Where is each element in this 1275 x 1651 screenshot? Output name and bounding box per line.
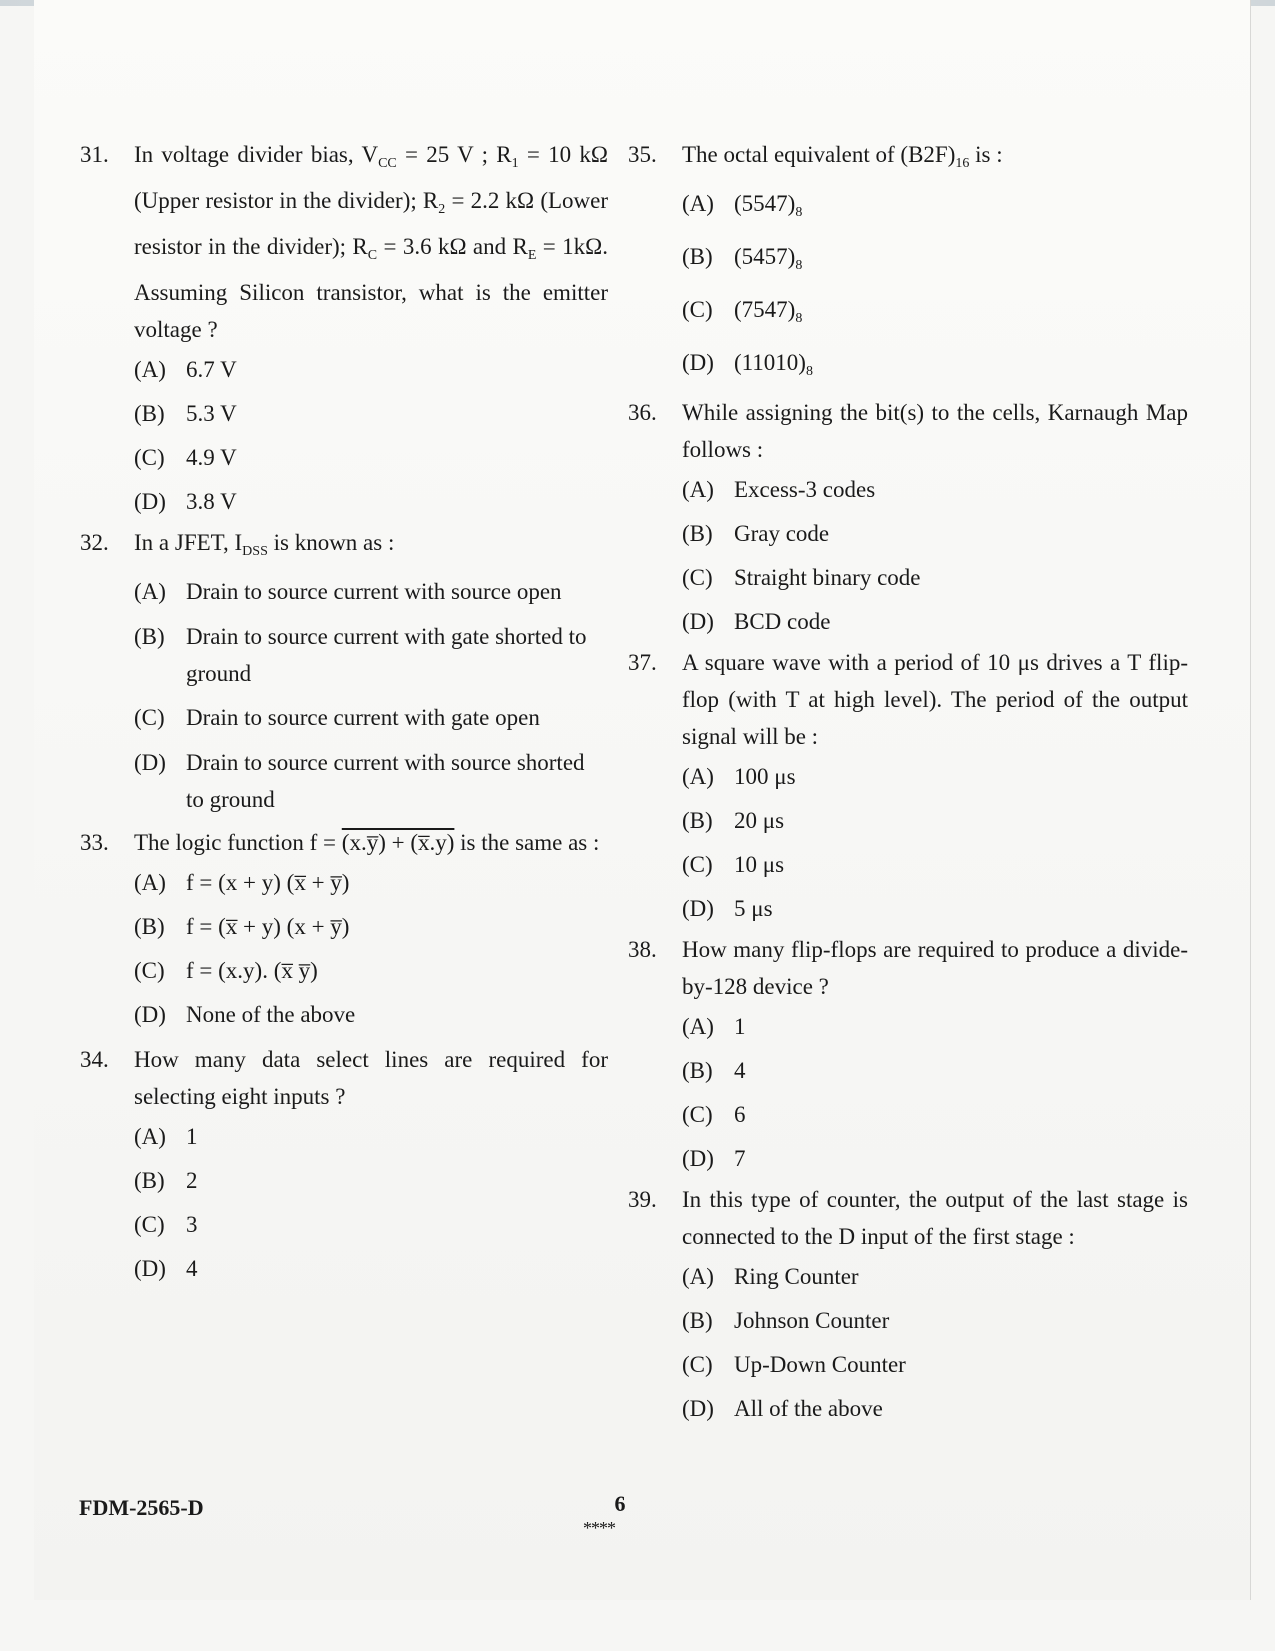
option-label: (C) (134, 958, 165, 983)
option-d (134, 480, 608, 524)
option-text: Up-Down Counter (734, 1352, 906, 1377)
option-b (682, 512, 1188, 556)
option-text: 5 μs (734, 896, 773, 921)
option-b (682, 1299, 1188, 1343)
option-label: (B) (682, 244, 713, 269)
left-column (80, 136, 608, 1291)
option-label: (C) (682, 565, 713, 590)
option-label: (B) (134, 401, 165, 426)
question-text: The octal equivalent of $(B2F)_{16}$ is : (682, 142, 1003, 171)
question-text: A square wave with a period of 10 μs drives a T flip-flop (with T at high level). The period of the output signal will be : (682, 650, 1188, 749)
question-31 (80, 136, 608, 524)
option-text: $(7547)_8$ (734, 297, 803, 326)
option-label: (A) (682, 477, 714, 502)
question-number: 38. (628, 937, 657, 962)
option-text: f = (x̅ + y) (x + y̅) (186, 914, 350, 939)
option-text: Straight binary code (734, 565, 921, 590)
question-text: In a JFET, $I_{DSS}$ is known as : (134, 530, 395, 559)
option-text: Drain to source current with gate shorted to ground (186, 624, 587, 686)
option-label: (B) (134, 624, 165, 649)
question-number: 31. (80, 142, 109, 167)
option-label: (B) (682, 521, 713, 546)
option-label: (A) (682, 1264, 714, 1289)
option-d (134, 993, 608, 1037)
question-39 (628, 1181, 1188, 1431)
option-label: (A) (682, 1014, 714, 1039)
option-text: Excess-3 codes (734, 477, 876, 502)
option-label: (D) (682, 896, 714, 921)
option-text: Johnson Counter (734, 1308, 890, 1333)
page-number: 6 (614, 1491, 626, 1516)
option-text: 4 (186, 1256, 198, 1281)
option-text: 100 μs (734, 764, 796, 789)
option-label: (D) (682, 1146, 714, 1171)
option-label: (C) (134, 705, 165, 730)
question-number: 39. (628, 1187, 657, 1212)
question-32 (80, 524, 608, 822)
option-text: 7 (734, 1146, 746, 1171)
option-a (682, 755, 1188, 799)
booklet-stars: **** (583, 1518, 615, 1538)
option-b (682, 235, 1188, 288)
option-text: $(5457)_8$ (734, 244, 803, 273)
option-label: (D) (134, 1002, 166, 1027)
question-text: How many data select lines are required for selecting eight inputs ? (134, 1047, 608, 1109)
question-36 (628, 394, 1188, 644)
question-33 (80, 824, 608, 1037)
question-text: In voltage divider bias, $V_{CC} = 25$ V ; $R_1 = 10$ kΩ (Upper resistor in the divider); $R_2 = 2.2$ kΩ (Lower resistor in the divider); $R_C = 3.6$ kΩ and $R_E = 1k\Omega$. Assuming Silicon transistor, what is the emitter voltage ? (134, 142, 609, 342)
option-text: 4 (734, 1058, 746, 1083)
option-label: (A) (682, 191, 714, 216)
option-label: (A) (134, 870, 166, 895)
option-label: (B) (134, 914, 165, 939)
question-number: 32. (80, 530, 109, 555)
option-d (134, 740, 608, 822)
option-d (682, 887, 1188, 931)
option-label: (A) (134, 357, 166, 382)
option-a (134, 570, 608, 614)
option-text: Drain to source current with source open (186, 579, 562, 604)
option-label: (C) (682, 1102, 713, 1127)
option-text: 1 (186, 1124, 198, 1149)
question-37 (628, 644, 1188, 931)
question-text: How many flip-flops are required to produce a divide-by-128 device ? (682, 937, 1188, 999)
question-number: 37. (628, 650, 657, 675)
option-d (682, 341, 1188, 394)
option-text: None of the above (186, 1002, 356, 1027)
option-a (134, 348, 608, 392)
option-text: 3 (186, 1212, 198, 1237)
option-text: f = (x.y). (x̅ y̅) (186, 958, 318, 983)
option-label: (D) (134, 489, 166, 514)
option-c (682, 843, 1188, 887)
option-c (682, 556, 1188, 600)
option-text: Drain to source current with source shorted to ground (186, 750, 585, 812)
option-b (134, 905, 608, 949)
option-text: BCD code (734, 609, 831, 634)
option-a (682, 182, 1188, 235)
option-a (682, 1255, 1188, 1299)
paper-code: FDM-2565-D (79, 1495, 204, 1520)
question-38 (628, 931, 1188, 1181)
option-label: (D) (134, 750, 166, 775)
question-number: 36. (628, 400, 657, 425)
option-c (134, 949, 608, 993)
option-label: (B) (682, 1308, 713, 1333)
question-number: 34. (80, 1047, 109, 1072)
option-c (682, 1093, 1188, 1137)
question-number: 35. (628, 142, 657, 167)
option-text: Gray code (734, 521, 830, 546)
option-label: (A) (682, 764, 714, 789)
option-c (682, 288, 1188, 341)
question-text: In this type of counter, the output of the last stage is connected to the D input of the first stage : (682, 1187, 1188, 1249)
question-text: While assigning the bit(s) to the cells, Karnaugh Map follows : (682, 400, 1188, 462)
option-c (134, 696, 608, 740)
option-label: (B) (682, 1058, 713, 1083)
option-a (134, 1115, 608, 1159)
option-text: Drain to source current with gate open (186, 705, 540, 730)
option-text: Ring Counter (734, 1264, 859, 1289)
option-d (134, 1247, 608, 1291)
option-text: $(5547)_8$ (734, 191, 803, 220)
option-label: (A) (134, 1124, 166, 1149)
option-text: $(11010)_8$ (734, 350, 813, 379)
option-text: All of the above (734, 1396, 883, 1421)
option-label: (C) (682, 852, 713, 877)
option-label: (D) (682, 1396, 714, 1421)
option-text: 10 μs (734, 852, 785, 877)
right-column (628, 136, 1188, 1431)
option-label: (A) (134, 579, 166, 604)
option-a (682, 1005, 1188, 1049)
option-d (682, 1137, 1188, 1181)
option-c (134, 1203, 608, 1247)
option-text: 3.8 V (186, 489, 237, 514)
option-label: (C) (134, 1212, 165, 1237)
option-b (134, 392, 608, 436)
option-c (682, 1343, 1188, 1387)
option-label: (B) (134, 1168, 165, 1193)
option-d (682, 600, 1188, 644)
option-text: 1 (734, 1014, 746, 1039)
option-b (682, 799, 1188, 843)
option-text: 2 (186, 1168, 198, 1193)
option-label: (D) (682, 609, 714, 634)
option-label: (B) (682, 808, 713, 833)
option-d (682, 1387, 1188, 1431)
question-text: The logic function f = (x.y̅) + (x̅.y) is the same as : (134, 830, 600, 855)
option-text: 4.9 V (186, 445, 237, 470)
option-label: (C) (682, 297, 713, 322)
option-label: (C) (682, 1352, 713, 1377)
question-34 (80, 1041, 608, 1291)
option-a (134, 861, 608, 905)
option-b (134, 1159, 608, 1203)
option-c (134, 436, 608, 480)
option-a (682, 468, 1188, 512)
option-b (134, 614, 608, 696)
option-text: 20 μs (734, 808, 785, 833)
option-b (682, 1049, 1188, 1093)
option-label: (D) (134, 1256, 166, 1281)
question-35 (628, 136, 1188, 394)
option-text: f = (x + y) (x̅ + y̅) (186, 870, 350, 895)
option-label: (C) (134, 445, 165, 470)
option-text: 5.3 V (186, 401, 237, 426)
option-text: 6 (734, 1102, 746, 1127)
question-number: 33. (80, 830, 109, 855)
option-label: (D) (682, 350, 714, 375)
option-text: 6.7 V (186, 357, 237, 382)
